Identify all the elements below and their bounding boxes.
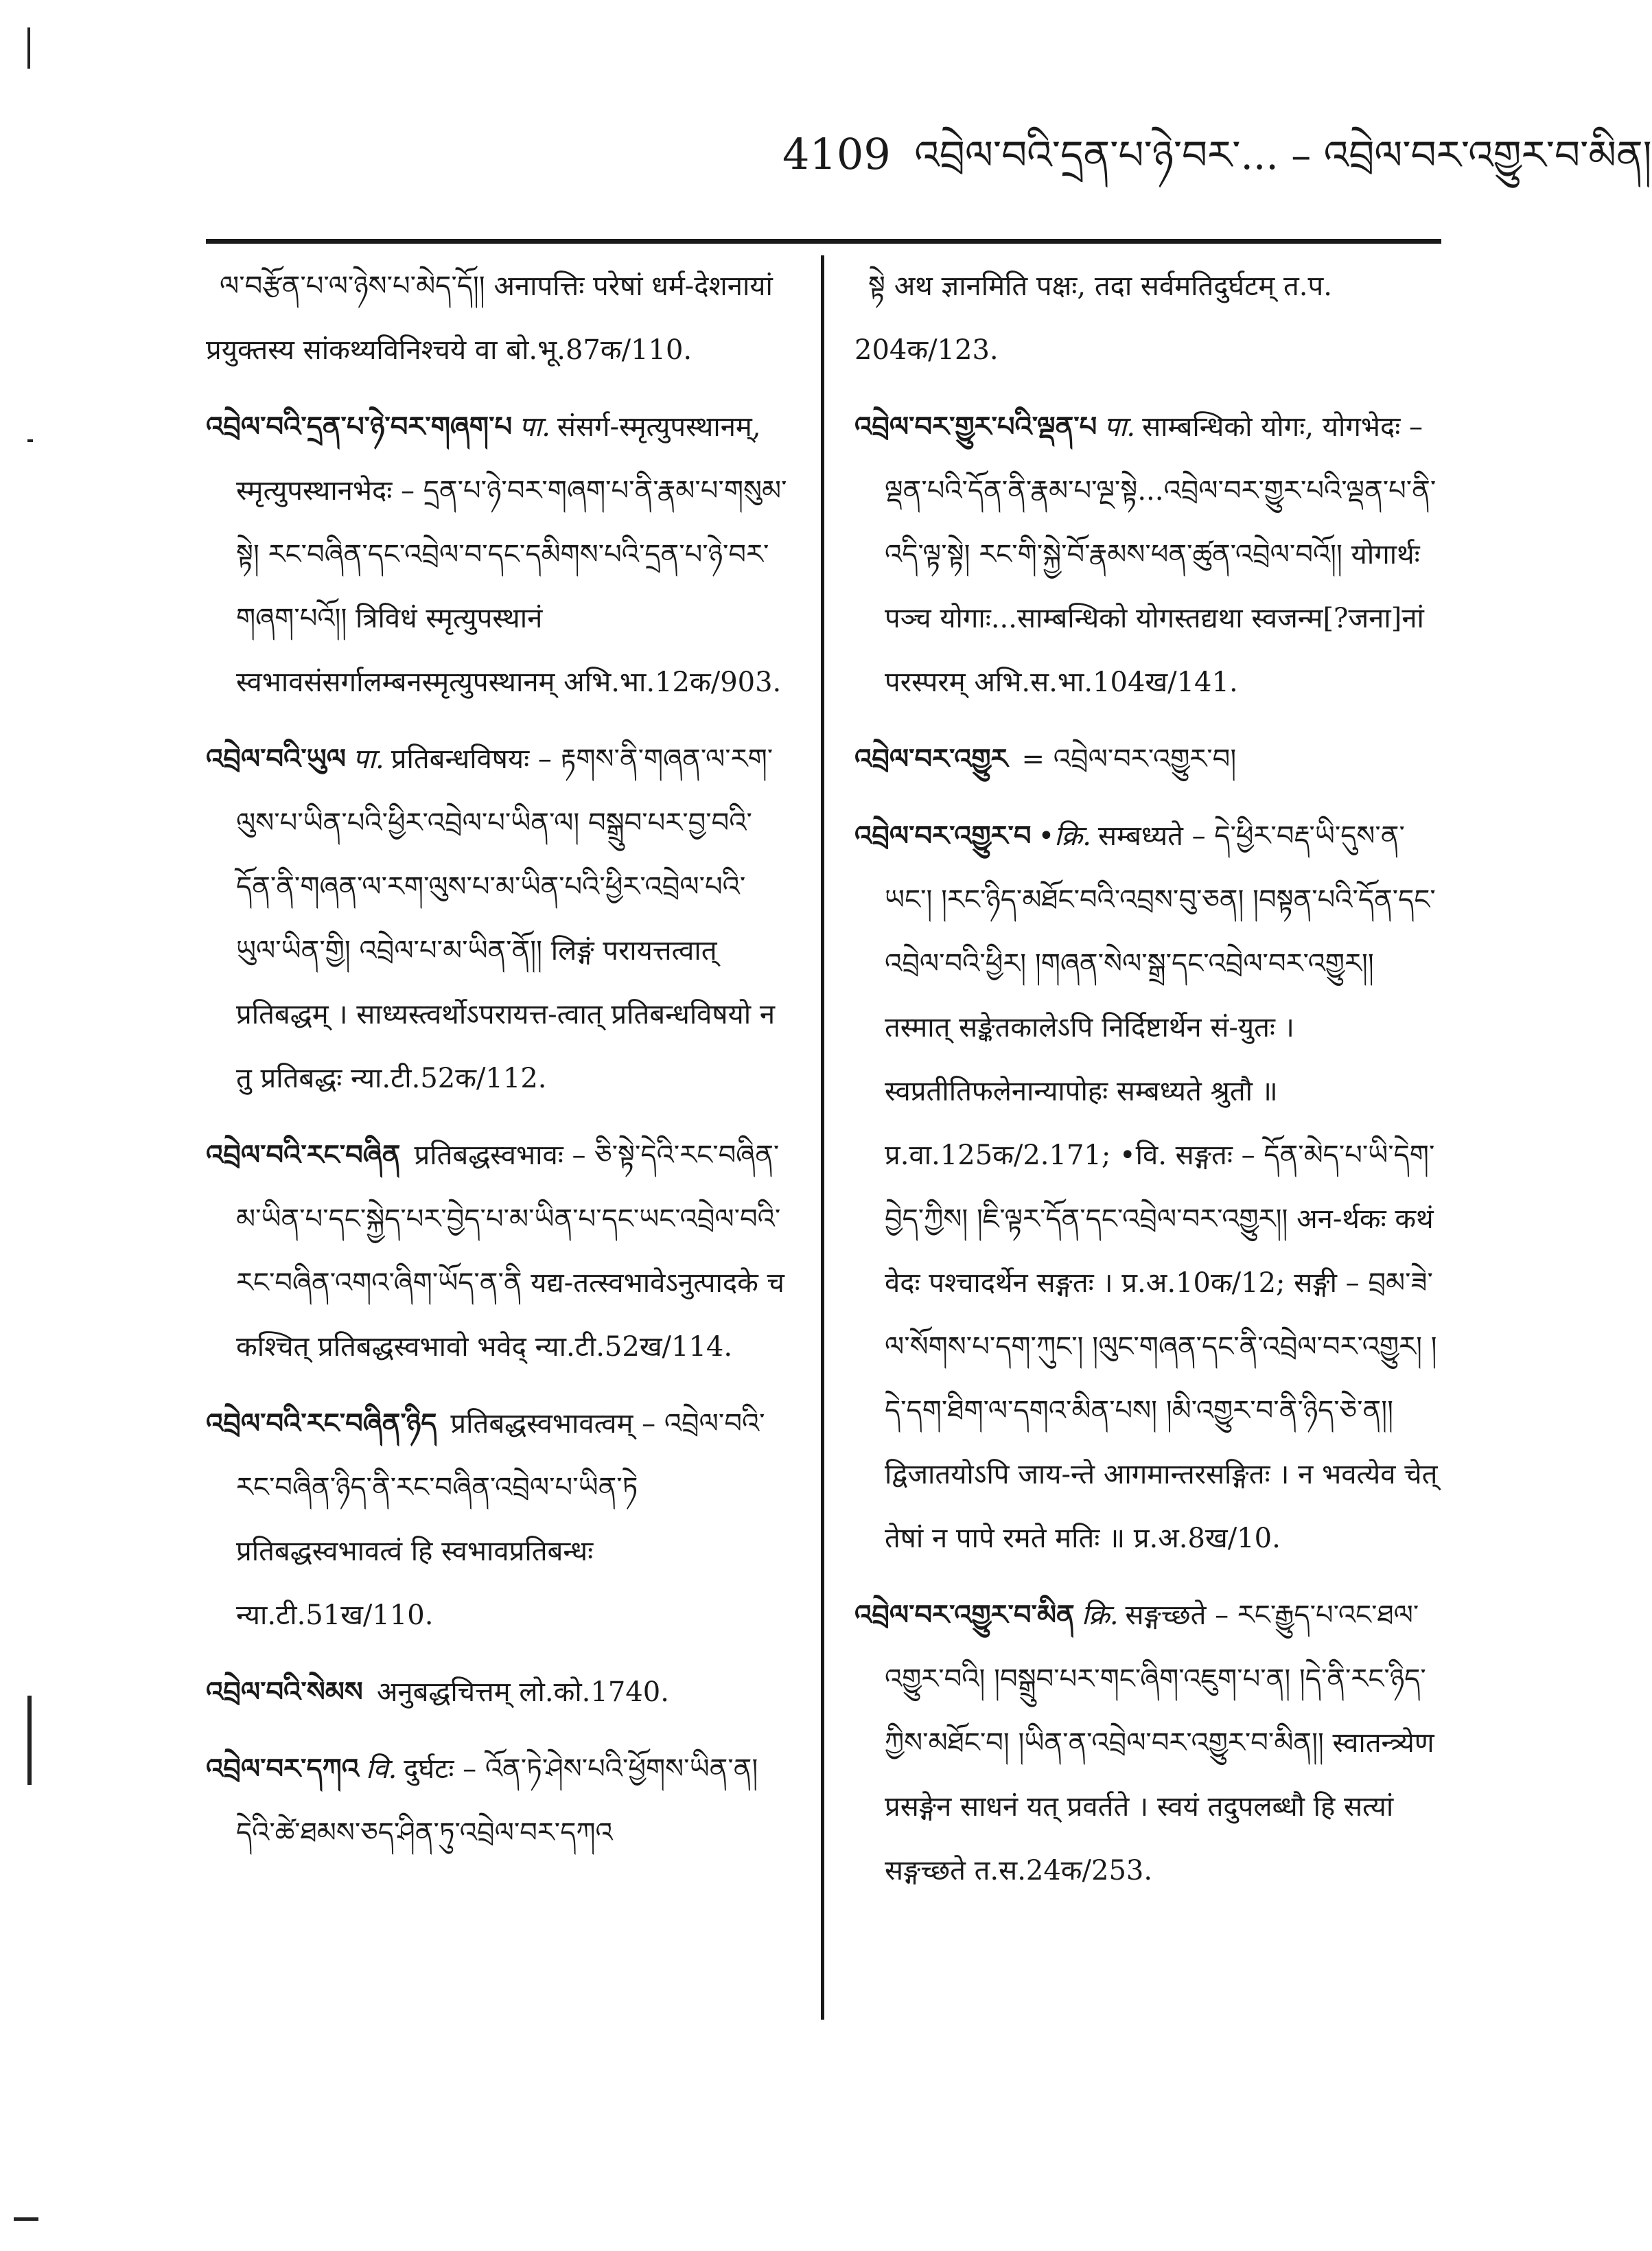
entry-text: साम्बन्धिको योगः, योगभेदः – ལྡན་པའི་དོན་ནི་རྣམ་པ་ལྔ་སྟེ...འབྲེལ་བར་གྱུར་པའི་ལྡན་པ་ནི་འདི་ལྟ་སྟེ། རང་གི་སྐྱེ་བོ་རྣམས་ཕན་ཚུན་འབྲེལ་བའོ།། योगार्थः पञ्च योगाः...साम्बन्धिको योगस्तद्यथा स्वजन्म[?जना]नां परस्परम् अभि.स.भा.104ख/141. [885, 411, 1436, 698]
entry-text: प्रतिबन्धविषयः – རྟགས་ནི་གཞན་ལ་རག་ལུས་པ་ཡིན་པའི་ཕྱིར་འབྲེལ་པ་ཡིན་ལ། བསྒྲུབ་པར་བྱ་བའི་དོན་ནི་གཞན་ལ་རག་ལུས་པ་མ་ཡིན་པའི་ཕྱིར་འབྲེལ་པའི་ཡུལ་ཡིན་གྱི། འབྲེལ་པ་མ་ཡིན་ནོ།། लिङ्गं परायत्तत्वात् प्रतिबद्धम् । साध्यस्त्वर्थोऽपरायत्त-त्वात् प्रतिबन्धविषयो न तु प्रतिबद्धः न्या.टी.52क/112. [236, 743, 776, 1094]
right-column [854, 254, 1445, 1915]
entry-headword: འབྲེལ་བར་གྱུར་པའི་ལྡན་པ [854, 411, 1097, 443]
entry-grammar: क्रि. [1081, 1600, 1119, 1631]
dictionary-entry [206, 1660, 789, 1724]
dictionary-entry [206, 1123, 789, 1379]
entry-headword: འབྲེལ་བར་འགྱུར་བ [854, 820, 1032, 852]
header-rule [206, 239, 1441, 244]
header-title: འབྲེལ་བའི་དྲན་པ་ཉེ་བར་... – འབྲེལ་བར་འགྱུར་བ་མིན། [914, 132, 1652, 178]
entry-grammar: पा. [352, 743, 384, 775]
entry-headword: འབྲེལ་བའི་རང་བཞིན [206, 1139, 401, 1171]
column-divider [821, 255, 824, 2020]
entry-headword: འབྲེལ་བའི་དྲན་པ་ཉེ་བར་གཞག་པ [206, 411, 513, 443]
dictionary-entry [854, 1583, 1445, 1903]
page-number: 4109 [782, 129, 891, 179]
entry-headword: འབྲེལ་བའི་ཡུལ [206, 743, 346, 775]
dictionary-entry [854, 804, 1445, 1571]
entry-text: दुर्घटः – འོན་ཏེ་ཤེས་པའི་ཕྱོགས་ཡིན་ན། དེའི་ཚེ་ཐམས་ཅད་ཤིན་ཏུ་འབྲེལ་བར་དཀའ [236, 1753, 758, 1849]
dictionary-entry [854, 254, 1445, 382]
dictionary-entry [206, 727, 789, 1111]
entry-headword: འབྲེལ་བར་འགྱུར་བ་མིན [854, 1599, 1075, 1631]
entry-text: सम्बध्यते – དེ་ཕྱིར་བརྡ་ཡི་དུས་ན་ཡང་། །རང་ཉིད་མཐོང་བའི་འབྲས་བུ་ཅན། །བསྟན་པའི་དོན་དང་འབྲེལ་བའི་ཕྱིར། །གཞན་སེལ་སྒྲ་དང་འབྲེལ་བར་འགྱུར།། तस्मात् सङ्केतकालेऽपि निर्दिष्टार्थेन सं-युतः । स्वप्रतीतिफलेनान्यापोहः सम्बध्यते श्रुतौ ॥ प्र.वा.125क/2.171; •वि. सङ्गतः – དོན་མེད་པ་ཡི་དེག་བྱེད་ཀྱིས། །ཇི་ལྟར་དོན་དང་འབྲེལ་བར་འགྱུར།། अन-र्थकः कथं वेदः पश्चादर्थेन सङ्गतः । प्र.अ.10क/12; सङ्गी – བྲམ་ཟེ་ལ་སོགས་པ་དག་ཀུང་། །ལུང་གཞན་དང་ནི་འབྲེལ་བར་འགྱུར། །དེ་དག་ཐིག་ལ་དགའ་མིན་པས། །མི་འགྱུར་བ་ནི་ཉིད་ཅེ་ན།། द्विजातयोऽपि जाय-न्ते आगमान्तरसङ्गितः । न भवत्येव चेत् तेषां न पापे रमते मतिः ॥ प्र.अ.8ख/10. [885, 820, 1438, 1554]
entry-headword: འབྲེལ་བར་འགྱུར [854, 743, 1008, 775]
entry-text: སྟེ अथ ज्ञानमिति पक्षः, तदा सर्वमतिदुर्घटम् त.प. 204क/123. [854, 270, 1332, 366]
running-header [782, 127, 1652, 183]
left-column [206, 254, 789, 1878]
entry-headword: འབྲེལ་བའི་རང་བཞིན་ཉིད [206, 1407, 437, 1440]
entry-grammar: पा. [519, 411, 550, 443]
entry-grammar: •क्रि. [1038, 820, 1091, 852]
entry-grammar: पा. [1104, 411, 1136, 443]
entry-headword: འབྲེལ་བའི་སེམས [206, 1676, 363, 1708]
entry-text: अनुबद्धचित्तम् लो.को.1740. [376, 1676, 669, 1708]
entry-text: संसर्ग-स्मृत्युपस्थानम्, स्मृत्युपस्थानभेदः – དྲན་པ་ཉེ་བར་གཞག་པ་ནི་རྣམ་པ་གསུམ་སྟེ། རང་བཞིན་དང་འབྲེལ་བ་དང་དམིགས་པའི་དྲན་པ་ཉེ་བར་གཞག་པའོ།། त्रिविधं स्मृत्युपस्थानं स्वभावसंसर्गालम्बनस्मृत्युपस्थानम् अभि.भा.12क/903. [236, 411, 787, 698]
dictionary-entry [206, 254, 789, 382]
dictionary-entry [206, 395, 789, 715]
dictionary-entry [854, 727, 1445, 792]
dictionary-entry [206, 1392, 789, 1648]
entry-text: प्रतिबद्धस्वभावः – ཅི་སྟེ་དེའི་རང་བཞིན་མ་ཡིན་པ་དང་སྐྱེད་པར་བྱེད་པ་མ་ཡིན་པ་དང་ཡང་འབྲེལ་བའི་རང་བཞིན་འགའ་ཞིག་ཡོད་ན་ནི यद्य-तत्स्वभावेऽनुत्पादके च कश्चित् प्रतिबद्धस्वभावो भवेद् न्या.टी.52ख/114. [236, 1140, 784, 1363]
entry-text: = འབྲེལ་བར་འགྱུར་བ། [1021, 743, 1237, 775]
entry-text: सङ्गच्छते – རང་རྒྱུད་པ་འང་ཐལ་འགྱུར་བའི། །བསྒྲུབ་པར་གང་ཞིག་འཇུག་པ་ན། །དེ་ནི་རང་ཉིད་ཀྱིས་མཐོང་བ། །ཡིན་ན་འབྲེལ་བར་འགྱུར་བ་མིན།། स्वातन्त्र्येण प्रसङ्गेन साधनं यत् प्रवर्तते । स्वयं तदुपलब्धौ हि सत्यां सङ्गच्छते त.स.24क/253. [885, 1600, 1434, 1886]
entry-headword: འབྲེལ་བར་དཀའ [206, 1753, 359, 1785]
entry-text: प्रतिबद्धस्वभावत्वम् – འབྲེལ་བའི་རང་བཞིན་ཉིད་ནི་རང་བཞིན་འབྲེལ་པ་ཡིན་ཏེ प्रतिबद्धस्वभावत्वं हि स्वभावप्रतिबन्धः न्या.टी.51ख/110. [236, 1408, 765, 1631]
dictionary-entry [854, 395, 1445, 715]
entry-text: ལ་བརྩོན་པ་ལ་ཉེས་པ་མེད་དོ།། अनापत्तिः परेषां धर्म-देशनायां प्रयुक्तस्य सांकथ्यविनिश्चये वा बो.भू.87क/110. [206, 270, 773, 366]
entry-grammar: वि. [365, 1753, 397, 1785]
dictionary-entry [206, 1737, 789, 1865]
